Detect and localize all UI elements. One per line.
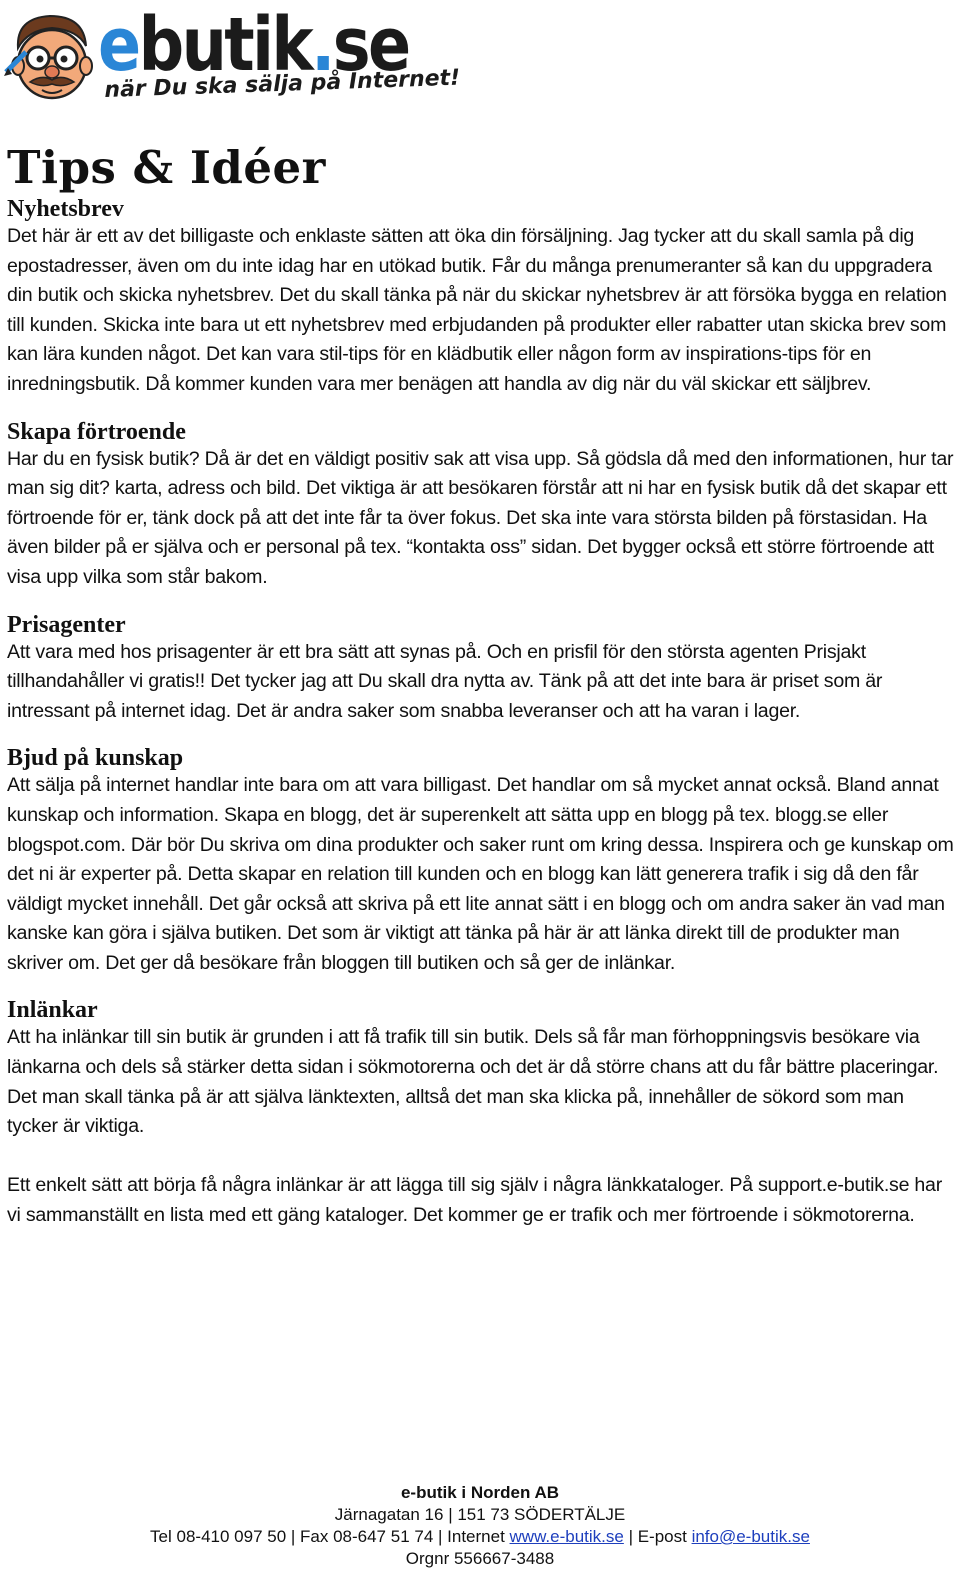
section-nyhetsbrev (7, 196, 957, 400)
footer-address: Järnagatan 16 | 151 73 SÖDERTÄLJE (334, 1505, 626, 1524)
logo-tagline: när Du ska sälja på Internet! (104, 65, 461, 103)
section-bjud-pa-kunskap (7, 745, 957, 978)
section-heading: Nyhetsbrev (7, 196, 124, 222)
footer-phone-fax: Tel 08-410 097 50 | Fax 08-647 51 74 | Internet (150, 1527, 510, 1546)
footer-company: e-butik i Norden AB (400, 1483, 560, 1502)
section-paragraph: Att ha inlänkar till sin butik är grunden i att få trafik till sin butik. Dels så får man förhoppningsvis besökare via länkarna och dels så stärker detta sidan i sökmotorerna och det är då större chans att du får bättre placeringar. Det man skall tänka på är att själva länktexten, alltså det man ska klicka på, innehåller de sökord som man tycker är viktiga. (7, 1026, 939, 1138)
section-heading: Inlänkar (7, 997, 98, 1024)
section-skapa-fortroende (7, 419, 957, 593)
main-content (7, 140, 957, 1250)
logo[interactable] (4, 2, 461, 114)
section-heading: Bjud på kunskap (7, 745, 184, 772)
section-inlankar (7, 997, 957, 1230)
section-heading: Prisagenter (7, 611, 126, 638)
cartoon-face-icon (4, 8, 100, 104)
section-paragraph: Det här är ett av det billigaste och enklaste sätten att öka din försäljning. Jag tycker att du skall samla på dig epostadresser, även om du inte idag har en utökad butik. Får du många prenumeranter så kan du uppgradera din butik och skicka nyhetsbrev. Det du skall tänka på när du skickar nyhetsbrev är att försöka bygga en relation till kunden. Skicka inte bara ut ett nyhetsbrev med erbjudanden på produkter eller rabatter utan skicka brev som kan lära kunden något. Det kan vara stil-tips för en klädbutik eller någon form av inspirations-tips för en inredningsbutik. Då kommer kunden vara mer benägen att handla av dig när du väl skickar ett säljbrev. (7, 225, 947, 395)
email-link[interactable]: info@e-butik.se (691, 1527, 810, 1546)
logo-word-e: e (98, 2, 139, 88)
logo-word-se: se (332, 2, 409, 88)
footer-email-label: | E-post (623, 1527, 692, 1546)
logo-word-butik: butik (138, 2, 312, 88)
footer-contact (0, 1526, 960, 1548)
section-prisagenter (7, 612, 957, 727)
logo-word-dot: . (311, 2, 333, 88)
section-paragraph: Att vara med hos prisagenter är ett bra sätt att synas på. Och en prisfil för den största agenten Prisjakt tillhandahåller vi gratis!! Det tycker jag att Du skall dra nytta av. Tänk på att det inte bara är priset som är intressant på internet idag. Det är andra saker som snabba leveranser och att ha varan i lager. (7, 640, 883, 722)
section-paragraph: Att sälja på internet handlar inte bara om att vara billigast. Det handlar om så mycket annat också. Bland annat kunskap och information. Skapa en blogg, det är superenkelt att sätta upp en blogg på tex. blogg.se eller blogspot.com. Där bör Du skriva om dina produkter och saker runt om kring dessa. Inspirera och ge kunskap om det ni är experter på. Detta skapar en relation till kunden och en blogg kan lätt generera trafik i sig då den får väldigt mycket innehåll. Det går också att skriva på ett lite annat sätt i en blogg och om andra saker än vad man kanske kan göra i själva butiken. Det som är viktigt att tänka på här är att länka direkt till de produkter man skriver om. Det ger då besökare från bloggen till butiken och så ger de inlänkar. (7, 774, 954, 974)
footer (0, 1482, 960, 1570)
footer-orgnr: Orgnr 556667-3488 (405, 1549, 555, 1568)
section-heading: Skapa förtroende (7, 418, 186, 445)
section-paragraph: Ett enkelt sätt att börja få några inlänkar är att lägga till sig själv i några länkkataloger. På support.e-butik.se har vi sammanställt en lista med ett gäng kataloger. Det kommer ge er trafik och mer förtroende i sökmotorerna. (7, 1174, 942, 1227)
page-title: Tips & Idéer (7, 141, 326, 194)
website-link[interactable]: www.e-butik.se (509, 1527, 624, 1546)
section-paragraph: Har du en fysisk butik? Då är det en väldigt positiv sak att visa upp. Så gödsla då med den informationen, hur tar man sig dit? karta, adress och bild. Det viktiga är att besökaren förstår att ni har en fysisk butik då det skapar ett förtroende för er, tänk dock på att det inte får ta över fokus. Det ska inte vara största bilden på förstasidan. Ha även bilder på er själva och er personal på tex. “kontakta oss” sidan. Det bygger också ett större förtroende att visa upp vilka som står bakom. (7, 447, 954, 588)
